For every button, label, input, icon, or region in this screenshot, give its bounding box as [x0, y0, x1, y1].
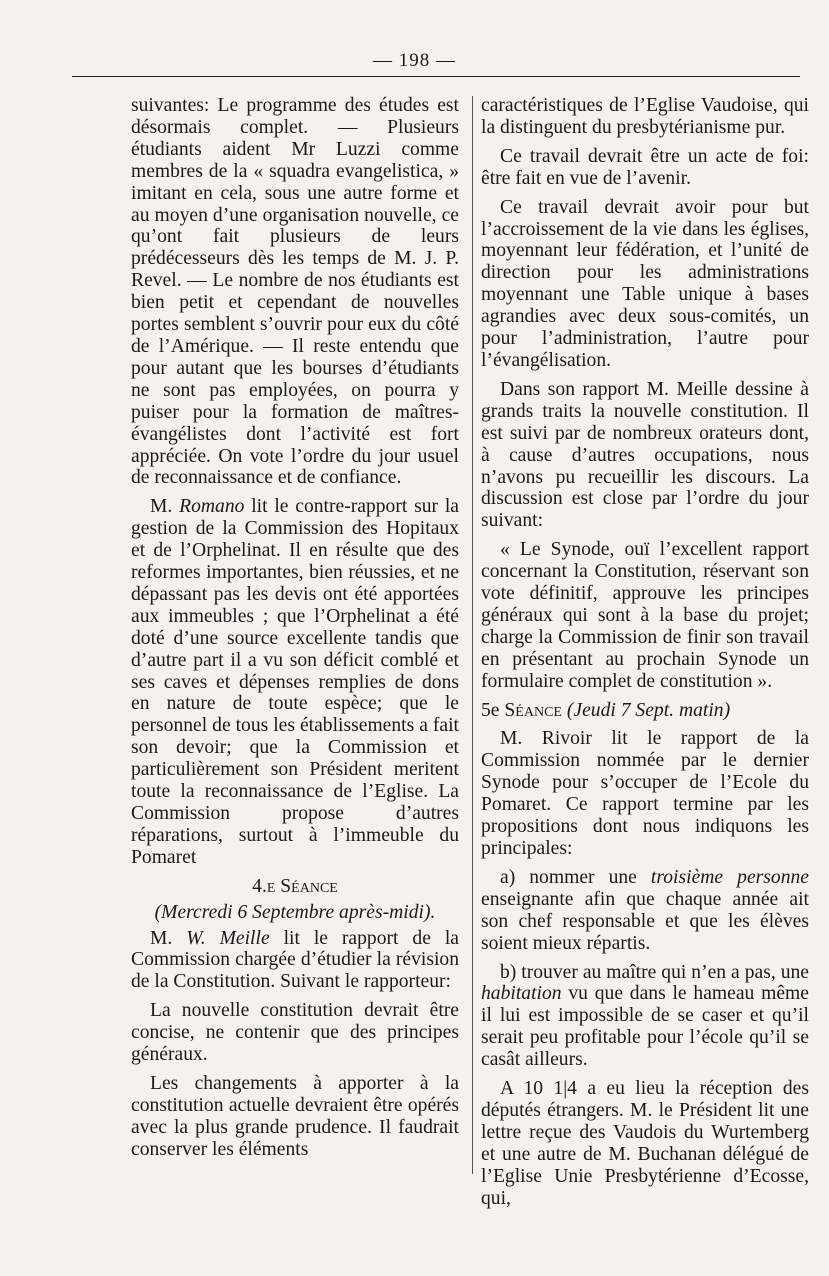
paragraph: A 10 1|4 a eu lieu la réception des députés étrangers. M. le Président lit une lettre reçue des Vaudois du Wurtemberg et une autre de M. Buchanan délégué de l’Eglise Unie Presbytérienne d’Ecosse, qui,	[481, 1078, 809, 1209]
paragraph: a) nommer une troisième personne enseignante afin que chaque année ait son chef responsable et que les élèves soient mieux répartis.	[481, 866, 809, 954]
column-divider	[472, 96, 473, 1174]
paragraph: M. W. Meille lit le rapport de la Commission chargée d’étudier la révision de la Constitution. Suivant le rapporteur:	[131, 927, 459, 993]
paragraph: caractéristiques de l’Eglise Vaudoise, qui la distinguent du presbytérianisme pur.	[481, 95, 809, 138]
paragraph: Ce travail devrait être un acte de foi: être fait en vue de l’avenir.	[481, 145, 809, 189]
paragraph: b) trouver au maître qui n’en a pas, une habitation vu que dans le hameau même il lui est impossible de se caser et qu’il serait peu profitable pour l’école qu’il se casât ailleurs.	[481, 961, 809, 1071]
paragraph: La nouvelle constitution devrait être concise, ne contenir que des principes généraux.	[131, 1000, 459, 1066]
paragraph: Dans son rapport M. Meille dessine à grands traits la nouvelle constitution. Il est suivi par de nombreux orateurs dont, à cause d’autres occupations, nous n’avons pu recueillir les discours. La discussion est close par l’ordre du jour suivant:	[481, 378, 809, 532]
paragraph: Les changements à apporter à la constitution actuelle devraient être opérés avec la plus grande prudence. Il faudrait conserver les éléments	[131, 1072, 459, 1160]
seance-heading: 5e Séance (Jeudi 7 Sept. matin)	[481, 699, 731, 721]
left-column	[131, 95, 459, 1168]
paragraph: « Le Synode, ouï l’excellent rapport concernant la Constitution, réservant son vote définitif, approuve les principes généraux qui sont à la base du projet; charge la Commission de finir son travail en présentant au prochain Synode un formulaire complet de constitution ».	[481, 539, 809, 692]
page-number: — 198 —	[373, 50, 456, 71]
header-rule	[72, 76, 800, 77]
seance-heading: 4.e Séance	[252, 875, 338, 897]
seance-date: (Mercredi 6 Septembre après-midi).	[154, 901, 436, 923]
right-column	[481, 95, 809, 1217]
paragraph: Ce travail devrait avoir pour but l’accroissement de la vie dans les églises, moyennant leur fédération, et l’unité de direction pour les administrations moyennant une Table unique à bases agrandies avec deux sous-comités, un pour l’administration, l’autre pour l’évangélisation.	[481, 196, 809, 371]
paragraph: suivantes: Le programme des études est désormais complet. — Plusieurs étudiants aident Mr Luzzi comme membres de la « squadra evangelistica, » imitant en cela, sous une autre forme et au moyen d’une organisation nouvelle, ce qu’ont fait plusieurs de leurs prédécesseurs dès les temps de M. J. P. Revel. — Le nombre de nos étudiants est bien petit et cependant de nouvelles portes semblent s’ouvrir pour eux du côté de l’Amérique. — Il reste entendu que pour autant que les bourses d’étudiants ne sont pas employées, on pourra y puiser pour la formation de maîtres-évangélistes dont l’activité est fort appréciée. On vote l’ordre du jour usuel de reconnaissance et de confiance.	[131, 95, 459, 489]
paragraph: M. Romano lit le contre-rapport sur la gestion de la Commission des Hopitaux et de l’Orphelinat. Il en résulte que des reformes importantes, bien réussies, et ne dépassant pas les devis ont été apportées aux immeubles ; que l’Orphelinat a été doté d’une source excellente tandis que d’autre part il a vu son déficit comblé et ses caves et dépenses remplies de dons en nature de toute espèce; que le personnel de tous les établissements a fait son devoir; que la Commission et particulièrement son Président meritent toute la reconnaissance de l’Eglise. La Commission propose d’autres réparations, surtout à l’immeuble du Pomaret	[131, 496, 459, 868]
paragraph: M. Rivoir lit le rapport de la Commission nommée par le dernier Synode pour s’occuper de l’Ecole du Pomaret. Ce rapport termine par les propositions dont nous indiquons les principales:	[481, 728, 809, 859]
